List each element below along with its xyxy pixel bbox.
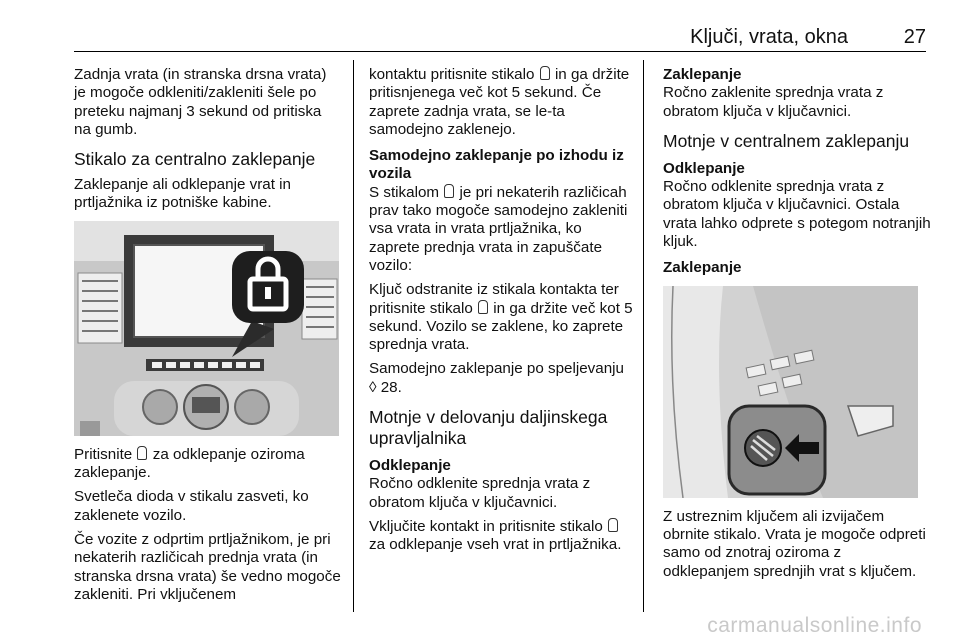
section-heading: Stikalo za centralno zaklepanje xyxy=(74,149,316,170)
section-heading: Motnje v delovanju daljinskega upravljalnika xyxy=(369,407,608,449)
page-header xyxy=(74,26,926,52)
subheading: Zaklepanje xyxy=(663,259,742,277)
column-2 xyxy=(369,66,635,561)
column-1 xyxy=(74,66,342,610)
paragraph: Pritisnite za odklepanje oziroma zaklepanje. xyxy=(74,445,305,482)
lock-switch-icon xyxy=(478,300,488,314)
column-3 xyxy=(663,66,931,587)
subheading: Odklepanje xyxy=(369,457,451,475)
column-divider-1 xyxy=(353,60,354,612)
subheading: Samodejno zaklepanje po izhodu iz vozila xyxy=(369,147,624,183)
column-divider-2 xyxy=(643,60,644,612)
chapter-title: Ključi, vrata, okna xyxy=(690,26,848,48)
lock-switch-icon xyxy=(444,184,454,198)
paragraph: Svetleča dioda v stikalu zasveti, ko zaklenete vozilo. xyxy=(74,488,309,524)
paragraph: Zaklepanje ali odklepanje vrat in prtljažnika iz potniške kabine. xyxy=(74,176,291,212)
paragraph: kontaktu pritisnite stikalo in ga držite pritisnjenega več kot 5 sekund. Če zaprete zadnja vrata, se le-ta samodejno zaklenejo. xyxy=(369,66,630,138)
paragraph: S stikalom je pri nekaterih različicah prav tako mogoče samodejno zakleniti vsa vrata in vrata prtljažnika, ko zaprete prednja vrata in zapuščate vozilo: xyxy=(369,183,628,274)
paragraph: Če vozite z odprtim prtljažnikom, je pri nekaterih različicah prednja vrata (in stranska drsna vrata) še vedno mogoče zakleniti. Pri vključenem xyxy=(74,530,341,603)
door-lock-image xyxy=(663,286,918,498)
header-rule xyxy=(74,51,926,52)
paragraph: Ročno zaklenite sprednja vrata z obratom ključa v ključavnici. xyxy=(663,84,884,120)
paragraph: Z ustreznim ključem ali izvijačem obrnite stikalo. Vrata je mogoče odpreti samo od znotraj oziroma z odklepanjem sprednjih vrat s ključem. xyxy=(663,507,926,580)
paragraph: Ročno odklenite sprednja vrata z obratom ključa v ključavnici. Ostala vrata lahko odprete s potegom notranjih kljuk. xyxy=(663,178,931,251)
page-number: 27 xyxy=(903,26,926,48)
paragraph: Vključite kontakt in pritisnite stikalo za odklepanje vseh vrat in prtljažnika. xyxy=(369,517,622,554)
lock-switch-icon xyxy=(137,446,147,460)
paragraph: Samodejno zaklepanje po speljevanju ◊ 28. xyxy=(369,360,624,396)
subheading: Zaklepanje xyxy=(663,66,742,83)
dashboard-lock-switch-image xyxy=(74,221,339,436)
section-heading: Motnje v centralnem zaklepanju xyxy=(663,130,910,151)
paragraph: Zadnja vrata (in stranska drsna vrata) je mogoče odkleniti/zakleniti šele po preteku najmanj 3 sekund od pritiska na gumb. xyxy=(74,66,327,138)
paragraph: Ključ odstranite iz stikala kontakta ter pritisnite stikalo in ga držite več kot 5 sekund. Vozilo se zaklene, ko zaprete sprednja vrata. xyxy=(369,281,633,354)
lock-switch-icon xyxy=(540,66,550,80)
lock-switch-icon xyxy=(608,518,618,532)
paragraph: Ročno odklenite sprednja vrata z obratom ključa v ključavnici. xyxy=(369,475,591,511)
subheading: Odklepanje xyxy=(663,159,745,177)
watermark-text: carmanualsonline.info xyxy=(707,614,922,637)
